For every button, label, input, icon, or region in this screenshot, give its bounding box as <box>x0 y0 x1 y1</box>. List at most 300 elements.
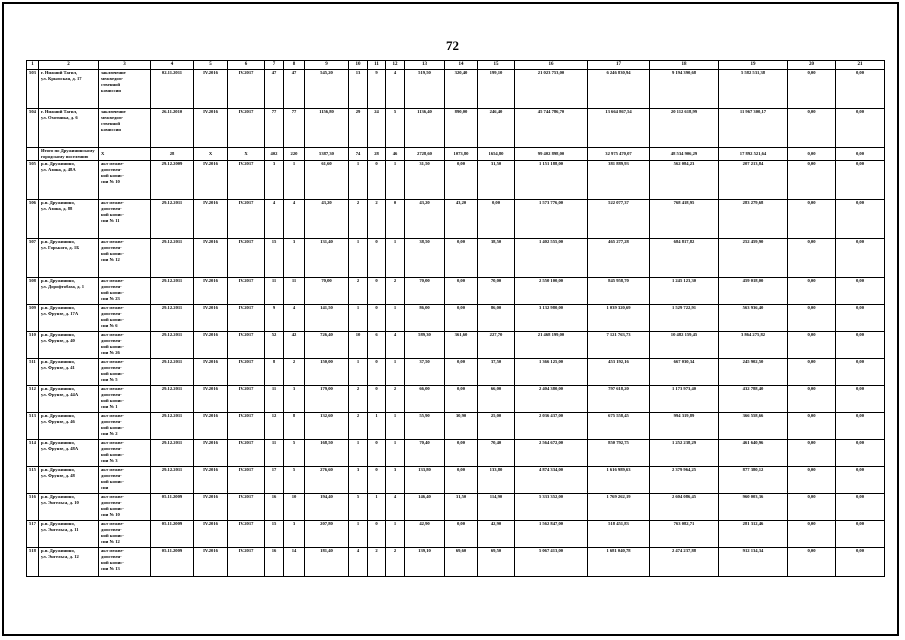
table-cell: 515 <box>27 467 39 494</box>
table-cell: 684 817,82 <box>650 239 719 278</box>
table-cell: 86,00 <box>478 305 515 332</box>
column-header: 21 <box>836 61 885 70</box>
table-cell: 21 468 199,00 <box>515 332 588 359</box>
table-cell: 61,60 <box>305 161 349 200</box>
table-cell: IV.2016 <box>194 200 228 239</box>
table-cell: IV.2017 <box>228 278 265 305</box>
table-cell: 1 173 973,40 <box>650 386 719 413</box>
table-cell: 29.12.2011 <box>151 440 194 467</box>
table-row <box>27 548 885 577</box>
table-cell: 1 402 555,00 <box>515 239 588 278</box>
table-cell: 504 <box>27 109 39 148</box>
table-cell: 0 <box>368 359 386 386</box>
table-cell: 8 <box>265 359 284 386</box>
table-cell: 47 <box>265 70 284 109</box>
table-cell: 2 474 237,88 <box>650 548 719 577</box>
table-cell: 42 <box>284 332 305 359</box>
table-cell: 0,00 <box>445 305 478 332</box>
table-cell: 0 <box>368 278 386 305</box>
table-cell: 1 <box>386 521 405 548</box>
table-cell: 220 <box>284 148 305 161</box>
table-cell: 16 <box>265 548 284 577</box>
table-cell: 0,00 <box>445 440 478 467</box>
table-cell: 4 <box>284 200 305 239</box>
table-cell: IV.2016 <box>194 305 228 332</box>
column-header: 4 <box>151 61 194 70</box>
table-cell: 0,00 <box>836 413 885 440</box>
table-cell: 0,00 <box>788 239 836 278</box>
address-cell: р.п. Дружинино, ул. Фрунзе, д. 48 <box>39 467 99 494</box>
table-cell: IV.2017 <box>228 70 265 109</box>
table-cell: 1 <box>349 440 368 467</box>
table-cell: X <box>228 148 265 161</box>
table-cell: 1 <box>284 161 305 200</box>
table-cell: 675 558,45 <box>588 413 650 440</box>
table-cell: 361,60 <box>445 332 478 359</box>
table-cell: 29.12.2011 <box>151 413 194 440</box>
table-cell: 0 <box>368 386 386 413</box>
table-cell: 0 <box>368 305 386 332</box>
table-cell: 402 <box>265 148 284 161</box>
table-cell: 0,00 <box>788 386 836 413</box>
table-cell: 0,00 <box>788 161 836 200</box>
table-cell: 0,00 <box>788 278 836 305</box>
table-cell: 5 <box>284 440 305 467</box>
table-cell: 797 618,20 <box>588 386 650 413</box>
table-row <box>27 161 885 200</box>
document-cell: X <box>99 148 151 161</box>
table-cell: 10 <box>349 332 368 359</box>
document-cell: акт межве- домствен- ной комис- сии № 3 <box>99 440 151 467</box>
column-header: 10 <box>349 61 368 70</box>
table-cell: 1136,40 <box>405 109 445 148</box>
table-row <box>27 359 885 386</box>
table-cell: 0 <box>368 239 386 278</box>
table-cell: 37,50 <box>405 359 445 386</box>
table-cell: 2 036 437,00 <box>515 413 588 440</box>
table-cell: IV.2017 <box>228 440 265 467</box>
table-cell: 29.12.2011 <box>151 200 194 239</box>
address-cell: р.п. Дружинино, ул. Фрунзе, д. 17А <box>39 305 99 332</box>
table-cell: 3 864 275,82 <box>719 332 788 359</box>
table-cell: 1 <box>386 305 405 332</box>
table-cell: 77 <box>265 109 284 148</box>
table-cell: 507 <box>27 239 39 278</box>
table-cell: IV.2016 <box>194 161 228 200</box>
table-cell: 11 <box>284 278 305 305</box>
table-cell: 0,00 <box>836 278 885 305</box>
table-cell: 43,20 <box>305 200 349 239</box>
table-row <box>27 440 885 467</box>
table-row <box>27 386 885 413</box>
address-cell: р.п. Дружинино, ул. Энгельса, д. 12 <box>39 548 99 577</box>
table-cell: 510 <box>27 332 39 359</box>
table-cell: IV.2017 <box>228 200 265 239</box>
table-cell: 199,10 <box>478 70 515 109</box>
table-cell: 1 681 040,78 <box>588 548 650 577</box>
table-cell: 508 <box>27 278 39 305</box>
table-cell: IV.2016 <box>194 521 228 548</box>
table-cell: IV.2016 <box>194 239 228 278</box>
document-cell: акт межве- домствен- ной комис- сии <box>99 467 151 494</box>
table-cell: 4 874 334,00 <box>515 467 588 494</box>
table-cell: 10 <box>284 494 305 521</box>
table-cell: 02.11.2011 <box>151 70 194 109</box>
table-cell: 26.11.2010 <box>151 109 194 148</box>
table-cell: 1 573 776,00 <box>515 200 588 239</box>
table-cell: 2 379 964,25 <box>650 467 719 494</box>
table-cell: 139,10 <box>405 548 445 577</box>
table-cell: 133,80 <box>405 467 445 494</box>
table-cell: 25,00 <box>478 413 515 440</box>
table-cell: 0,00 <box>788 70 836 109</box>
table-cell: 141,50 <box>305 305 349 332</box>
table-cell: IV.2017 <box>228 494 265 521</box>
table-cell: 9 <box>368 70 386 109</box>
table-cell: 0,00 <box>445 386 478 413</box>
table-cell: 194,40 <box>305 494 349 521</box>
housing-table <box>26 60 885 577</box>
table-cell: 146,40 <box>405 494 445 521</box>
table-cell: 461 640,96 <box>719 440 788 467</box>
table-cell: 5 <box>386 109 405 148</box>
table-cell: 29.12.2011 <box>151 386 194 413</box>
table-cell: 0,00 <box>836 494 885 521</box>
table-cell: IV.2016 <box>194 386 228 413</box>
table-cell: IV.2017 <box>228 467 265 494</box>
table-cell: 845 958,70 <box>588 278 650 305</box>
column-header: 2 <box>39 61 99 70</box>
table-cell: 245 902,50 <box>719 359 788 386</box>
table-cell: 28 <box>368 148 386 161</box>
table-row <box>27 305 885 332</box>
table-cell: 2728,60 <box>405 148 445 161</box>
table-cell: 0,00 <box>836 109 885 148</box>
table-cell: 0,00 <box>836 332 885 359</box>
table-cell: 3 <box>284 521 305 548</box>
table-row <box>27 239 885 278</box>
table-cell: 1 <box>349 161 368 200</box>
table-row <box>27 70 885 109</box>
table-cell: 207 213,84 <box>719 161 788 200</box>
table-cell: 31,50 <box>478 161 515 200</box>
table-cell: 1 <box>386 239 405 278</box>
column-header: 16 <box>515 61 588 70</box>
table-cell: 246,40 <box>478 109 515 148</box>
table-cell: 66,00 <box>478 386 515 413</box>
table-cell: 366 558,66 <box>719 413 788 440</box>
table-cell: 2 404 380,00 <box>515 386 588 413</box>
column-header: 3 <box>99 61 151 70</box>
column-header: 1 <box>27 61 39 70</box>
table-cell: 1 151 188,00 <box>515 161 588 200</box>
table-cell: 1 <box>386 359 405 386</box>
table-row <box>27 494 885 521</box>
table-cell: 0,00 <box>788 359 836 386</box>
column-header: 6 <box>228 61 265 70</box>
table-cell: 2 <box>349 200 368 239</box>
table-cell: IV.2017 <box>228 359 265 386</box>
column-header: 20 <box>788 61 836 70</box>
table-cell: IV.2016 <box>194 332 228 359</box>
table-cell: 05.11.2009 <box>151 548 194 577</box>
table-cell: IV.2016 <box>194 467 228 494</box>
table-cell: 7 121 763,73 <box>588 332 650 359</box>
table-cell: 4 <box>386 494 405 521</box>
table-row <box>27 413 885 440</box>
table-cell: IV.2016 <box>194 359 228 386</box>
address-cell: р.п. Дружинино, ул. Фрунзе, д. 41 <box>39 359 99 386</box>
table-row <box>27 332 885 359</box>
table-cell: 0,00 <box>836 148 885 161</box>
table-cell: 432 788,40 <box>719 386 788 413</box>
table-cell: 1156,80 <box>305 109 349 148</box>
table-cell: 1 <box>349 239 368 278</box>
table-cell: 55,90 <box>405 413 445 440</box>
table-cell: 517 <box>27 521 39 548</box>
table-cell: 2 <box>368 548 386 577</box>
column-header: 12 <box>386 61 405 70</box>
table-row <box>27 467 885 494</box>
table-cell: 2 <box>349 278 368 305</box>
table-cell: 42,90 <box>405 521 445 548</box>
table-cell: 181,40 <box>305 548 349 577</box>
table-cell: 0 <box>368 467 386 494</box>
table-cell: 133,80 <box>478 467 515 494</box>
table-cell: IV.2016 <box>194 278 228 305</box>
table-cell: 877 380,12 <box>719 467 788 494</box>
table-cell: 0 <box>368 161 386 200</box>
address-cell: р.п. Дружинино, ул. Азина, д. 88 <box>39 200 99 239</box>
table-cell: 276,60 <box>305 467 349 494</box>
table-cell: 05.11.2009 <box>151 521 194 548</box>
document-cell: акт межве- домствен- ной комис- сии № 12 <box>99 239 151 278</box>
table-cell: 768 418,95 <box>650 200 719 239</box>
table-cell: 05.11.2009 <box>151 494 194 521</box>
table-cell: 1 616 989,63 <box>588 467 650 494</box>
table-cell: 43,20 <box>445 200 478 239</box>
table-cell: 52 <box>265 332 284 359</box>
table-cell: 9 194 390,68 <box>650 70 719 109</box>
table-cell: 1 <box>368 494 386 521</box>
table-cell: 1 245 123,30 <box>650 278 719 305</box>
table-cell: 28 <box>151 148 194 161</box>
table-cell: 0,00 <box>836 386 885 413</box>
address-cell: г. Нижний Тагил, ул. Крымская, д. 17 <box>39 70 99 109</box>
table-cell: 20 112 618,99 <box>650 109 719 148</box>
document-cell: акт межве- домствен- ной комис- сии № 23 <box>99 278 151 305</box>
address-cell: р.п. Дружинино, ул. Фрунзе, д. 44А <box>39 386 99 413</box>
table-cell: 1 529 722,91 <box>650 305 719 332</box>
header-row <box>27 61 885 70</box>
table-cell: 1 366 125,00 <box>515 359 588 386</box>
document-cell: заключение межведом- ственной комиссии <box>99 70 151 109</box>
table-cell: 5387,30 <box>305 148 349 161</box>
table-cell: 15 <box>265 521 284 548</box>
table-cell: 6 <box>368 332 386 359</box>
table-cell: 11 <box>265 440 284 467</box>
table-cell: 5 <box>349 494 368 521</box>
document-cell: заключение межведом- ственной комиссии <box>99 109 151 148</box>
table-cell: 10 482 159,45 <box>650 332 719 359</box>
table-cell: 511 <box>27 359 39 386</box>
table-cell: 31,50 <box>405 161 445 200</box>
table-cell: 30,90 <box>445 413 478 440</box>
table-cell: 2 <box>349 386 368 413</box>
table-cell: IV.2016 <box>194 494 228 521</box>
table-cell: 0,00 <box>836 161 885 200</box>
table-body <box>27 70 885 577</box>
table-cell: 2 564 672,00 <box>515 440 588 467</box>
table-cell: 667 030,34 <box>650 359 719 386</box>
table-cell: 2 <box>386 278 405 305</box>
table-cell: 589,30 <box>405 332 445 359</box>
table-cell: 912 134,34 <box>719 548 788 577</box>
column-header: 9 <box>305 61 349 70</box>
table-cell: IV.2017 <box>228 239 265 278</box>
table-cell: 29.12.2011 <box>151 332 194 359</box>
table-cell: 168,50 <box>305 440 349 467</box>
table-cell: 179,00 <box>305 386 349 413</box>
table-cell: 562 084,23 <box>650 161 719 200</box>
table-cell: 509 <box>27 305 39 332</box>
table-cell: 70,00 <box>478 278 515 305</box>
table-cell: 0,00 <box>788 440 836 467</box>
table-cell: 0,00 <box>445 278 478 305</box>
table-cell: 0,00 <box>788 467 836 494</box>
table-cell: 3 <box>386 467 405 494</box>
table-cell: 0 <box>386 200 405 239</box>
table-cell: IV.2017 <box>228 413 265 440</box>
table-cell: 505 <box>27 161 39 200</box>
table-cell: 1073,80 <box>445 148 478 161</box>
table-cell: 1 039 320,69 <box>588 305 650 332</box>
table-cell: 850 792,75 <box>588 440 650 467</box>
column-header: 15 <box>478 61 515 70</box>
table-cell: 207,80 <box>305 521 349 548</box>
table-cell: 0,00 <box>836 70 885 109</box>
address-cell: р.п. Дружинино, ул. Энгельса, д. 11 <box>39 521 99 548</box>
table-cell: 0,00 <box>445 467 478 494</box>
table-cell: 69,60 <box>445 548 478 577</box>
table-cell: 1 562 847,00 <box>515 521 588 548</box>
table-cell: 24 <box>368 109 386 148</box>
table-cell: IV.2017 <box>228 386 265 413</box>
table-cell: 2 <box>368 200 386 239</box>
table-cell: 70,00 <box>305 278 349 305</box>
table-cell: 29.12.2011 <box>151 467 194 494</box>
address-cell: р.п. Дружинино, ул. Азина, д. 48А <box>39 161 99 200</box>
table-cell: 0,00 <box>836 305 885 332</box>
table-cell: 70,40 <box>405 440 445 467</box>
table-cell: 3 <box>284 239 305 278</box>
table-cell: 2 550 100,00 <box>515 278 588 305</box>
table-cell: 960 003,36 <box>719 494 788 521</box>
table-row <box>27 109 885 148</box>
table-cell: 45 744 786,70 <box>515 109 588 148</box>
table-cell: 0,00 <box>788 521 836 548</box>
table-cell: 17 <box>265 467 284 494</box>
table-cell: 47 <box>284 70 305 109</box>
table-cell: 522 077,37 <box>588 200 650 239</box>
table-cell: 4 <box>386 332 405 359</box>
address-cell: Итого по Дружининскому городскому поселению <box>39 148 99 161</box>
address-cell: р.п. Дружинино, ул. Фрунзе, д. 46 <box>39 413 99 440</box>
table-cell: 514 <box>27 440 39 467</box>
table-cell: 31,50 <box>445 494 478 521</box>
table-cell: 2 <box>386 548 405 577</box>
column-header: 5 <box>194 61 228 70</box>
table-cell: 465 277,28 <box>588 239 650 278</box>
column-header: 8 <box>284 61 305 70</box>
table-cell: 512 <box>27 386 39 413</box>
table-cell: 3 <box>284 386 305 413</box>
table-cell: 11 967 300,17 <box>719 109 788 148</box>
table-cell: 38,50 <box>405 239 445 278</box>
table-cell: 29.12.2011 <box>151 278 194 305</box>
table-cell: 283 279,68 <box>719 200 788 239</box>
document-cell: акт межве- домствен- ной комис- сии № 13 <box>99 548 151 577</box>
table-cell: 6 246 830,94 <box>588 70 650 109</box>
table-cell: 1 <box>368 413 386 440</box>
document-cell: акт межве- домствен- ной комис- сии № 1 <box>99 386 151 413</box>
table-cell: 0,00 <box>836 440 885 467</box>
table-cell: 77 <box>284 109 305 148</box>
table-cell: 38,50 <box>478 239 515 278</box>
table-cell: 513 <box>27 413 39 440</box>
document-cell: акт межве- домствен- ной комис- сии № 12 <box>99 521 151 548</box>
table-cell: 994 319,89 <box>650 413 719 440</box>
table-cell: 5 333 352,00 <box>515 494 588 521</box>
table-cell: 4 <box>265 200 284 239</box>
table-cell: 70,00 <box>405 278 445 305</box>
table-cell: 0,00 <box>445 521 478 548</box>
table-cell: IV.2017 <box>228 109 265 148</box>
table-cell: 5 067 413,00 <box>515 548 588 577</box>
table-cell: 0,00 <box>836 359 885 386</box>
table-cell: IV.2016 <box>194 413 228 440</box>
table-cell: 2 <box>386 386 405 413</box>
table-row <box>27 278 885 305</box>
table-cell: 16 <box>265 494 284 521</box>
table-cell: 0,00 <box>788 305 836 332</box>
address-cell: г. Нижний Тагил, ул. Охотника, д. 6 <box>39 109 99 148</box>
table-cell: 763 082,71 <box>650 521 719 548</box>
column-header: 18 <box>650 61 719 70</box>
table-cell: 99 402 898,00 <box>515 148 588 161</box>
table-cell: 37,50 <box>478 359 515 386</box>
table-cell: 48 534 906,29 <box>650 148 719 161</box>
table-cell: 5 582 531,38 <box>719 70 788 109</box>
table-cell: IV.2017 <box>228 332 265 359</box>
table-cell: X <box>194 148 228 161</box>
table-cell: 453 192,16 <box>588 359 650 386</box>
table-cell: 70,40 <box>478 440 515 467</box>
table-cell: 42,90 <box>478 521 515 548</box>
table-cell: IV.2016 <box>194 548 228 577</box>
address-cell: р.п. Дружинино, ул. Энгельса, д. 10 <box>39 494 99 521</box>
column-header: 11 <box>368 61 386 70</box>
table-cell: 1 <box>349 305 368 332</box>
table-cell: 2 604 086,45 <box>650 494 719 521</box>
table-cell: 29.12.2009 <box>151 161 194 200</box>
table-cell: 0,00 <box>788 200 836 239</box>
table-cell: 0,00 <box>478 200 515 239</box>
table-cell: 1 769 262,19 <box>588 494 650 521</box>
table-cell: 4 <box>386 70 405 109</box>
table-cell: 14 <box>284 548 305 577</box>
table-cell: 4 <box>284 305 305 332</box>
